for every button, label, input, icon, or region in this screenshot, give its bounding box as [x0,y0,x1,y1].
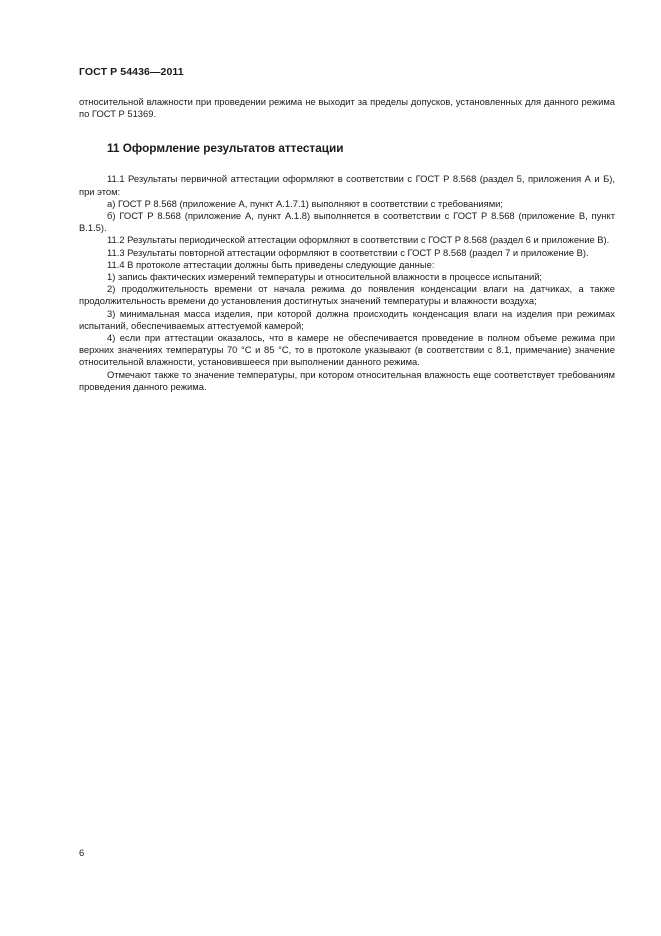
list-item-3: 3) минимальная масса изделия, при которой должна происходить конденсация влаги на изделия при режимах испытаний, обеспечиваемых аттестуемой камерой; [79,307,615,331]
document-body [79,96,615,393]
paragraph-11-1: 11.1 Результаты первичной аттестации оформляют в соответствии с ГОСТ Р 8.568 (раздел 5, приложения А и Б), при этом: [79,173,615,197]
list-item-1: 1) запись фактических измерений температуры и относительной влажности в процессе испытаний; [107,271,543,283]
paragraph-11-3: 11.3 Результаты повторной аттестации оформляют в соответствии с ГОСТ Р 8.568 (раздел 7 и приложение В). [107,246,589,258]
list-item-a: а) ГОСТ Р 8.568 (приложение А, пункт А.1.7.1) выполняют в соответствии с требованиями; [107,197,503,209]
paragraph-11-2: 11.2 Результаты периодической аттестации оформляют в соответствии с ГОСТ Р 8.568 (раздел 6 и приложение В). [107,234,610,246]
section-title: 11 Оформление результатов аттестации [107,141,344,156]
list-item-4: 4) если при аттестации оказалось, что в камере не обеспечивается проведение в полном объеме режима при верхних значениях температуры 70 °С и 85 °С, то в протоколе указывают (в соответствии с 8.1, примечание) значение относительной влажности, установившееся при выполнении данного режима. [79,332,615,368]
list-item-b: б) ГОСТ Р 8.568 (приложение А, пункт А.1.8) выполняется в соответствии с ГОСТ Р 8.568 (приложение В, пункт В.1.5). [79,210,615,234]
paragraph-11-4: 11.4 В протоколе аттестации должны быть приведены следующие данные: [107,258,435,270]
document-header: ГОСТ Р 54436—2011 [79,66,184,78]
paragraph-final: Отмечают также то значение температуры, при котором относительная влажность еще соответствует требованиям проведения данного режима. [79,368,615,392]
paragraph-continuation: относительной влажности при проведении режима не выходит за пределы допусков, установленных для данного режима по ГОСТ Р 51369. [79,96,615,120]
page-number: 6 [79,848,85,859]
list-item-2: 2) продолжительность времени от начала режима до появления конденсации влаги на датчиках, а также продолжительность времени до установления достигнутых значений температуры и влажности воздуха; [79,283,615,307]
